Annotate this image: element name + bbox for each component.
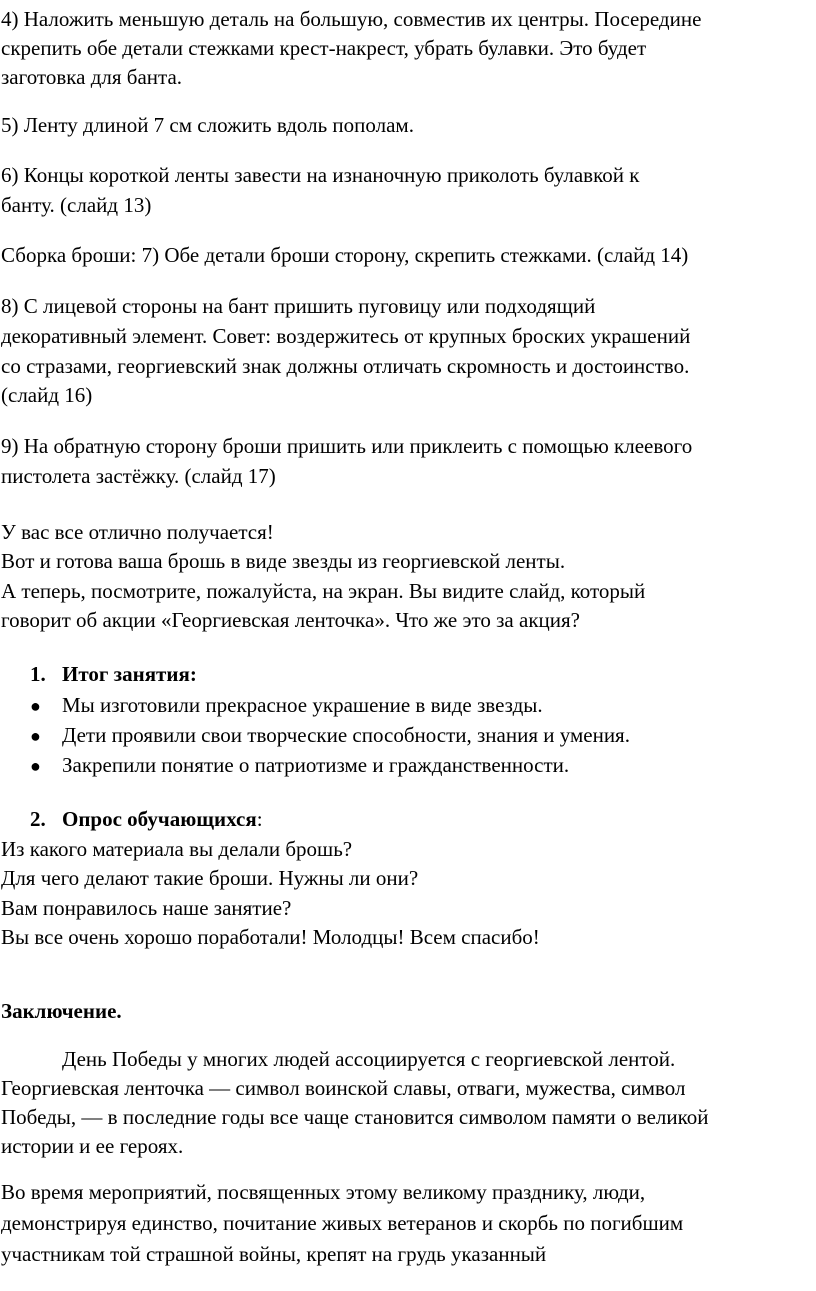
bullet-item (30, 720, 630, 751)
paragraph-step-9-line-2: пистолета застёжку. (слайд 17) (1, 464, 276, 488)
bullet-text: Мы изготовили прекрасное украшение в виде звезды. (62, 693, 543, 717)
conclusion-paragraph-2-line-2: демонстрируя единство, почитание живых ветеранов и скорбь по погибшим (1, 1211, 684, 1235)
bullet-item (30, 690, 543, 721)
conclusion-paragraph-1-line-1: День Победы у многих людей ассоциируется с георгиевской лентой. (62, 1047, 676, 1071)
paragraph-step-8-line-2: декоративный элемент. Совет: воздержитесь от крупных броских украшений (1, 324, 691, 348)
question-line-1: Из какого материала вы делали брошь? (1, 837, 353, 861)
paragraph-step-8-line-4: (слайд 16) (1, 383, 93, 407)
list-title: Опрос обучающихся (62, 807, 257, 831)
bullet-icon: ● (30, 726, 41, 746)
list-item-survey (30, 804, 263, 834)
question-line-4: Вы все очень хорошо поработали! Молодцы! Всем спасибо! (1, 925, 540, 949)
closing-line-3: А теперь, посмотрите, пожалуйста, на экран. Вы видите слайд, который (1, 579, 646, 603)
list-item-lesson-summary (30, 659, 197, 689)
paragraph-step-8-line-1: 8) С лицевой стороны на бант пришить пуговицу или подходящий (1, 294, 596, 318)
paragraph-step-9-line-1: 9) На обратную сторону броши пришить или приклеить с помощью клеевого (1, 434, 693, 458)
conclusion-heading: Заключение. (1, 999, 122, 1023)
closing-line-2: Вот и готова ваша брошь в виде звезды из георгиевской ленты. (1, 549, 566, 573)
paragraph-step-4-line-2: скрепить обе детали стежками крест-накрест, убрать булавки. Это будет (1, 36, 647, 60)
question-line-2: Для чего делают такие броши. Нужны ли они? (1, 866, 419, 890)
paragraph-step-7: Сборка броши: 7) Обе детали броши сторону, скрепить стежками. (слайд 14) (1, 243, 689, 267)
question-line-3: Вам понравилось наше занятие? (1, 896, 292, 920)
paragraph-step-8-line-3: со стразами, георгиевский знак должны отличать скромность и достоинство. (1, 354, 690, 378)
conclusion-paragraph-2-line-3: участникам той страшной войны, крепят на грудь указанный (1, 1242, 547, 1266)
bullet-text: Дети проявили свои творческие способности, знания и умения. (62, 723, 630, 747)
conclusion-paragraph-1-line-4: истории и ее героях. (1, 1134, 184, 1158)
paragraph-step-4-line-3: заготовка для банта. (1, 65, 183, 89)
bullet-item (30, 750, 569, 781)
paragraph-step-6-line-2: банту. (слайд 13) (1, 193, 152, 217)
paragraph-step-5: 5) Ленту длиной 7 см сложить вдоль пополам. (1, 113, 414, 137)
conclusion-paragraph-1-line-2: Георгиевская ленточка — символ воинской славы, отваги, мужества, символ (1, 1076, 686, 1100)
closing-line-1: У вас все отлично получается! (1, 520, 274, 544)
paragraph-step-6-line-1: 6) Концы короткой ленты завести на изнаночную приколоть булавкой к (1, 163, 640, 187)
conclusion-paragraph-2-line-1: Во время мероприятий, посвященных этому великому празднику, люди, (1, 1180, 646, 1204)
bullet-icon: ● (30, 696, 41, 716)
list-number: 1. (30, 662, 46, 686)
list-number: 2. (30, 807, 46, 831)
bullet-icon: ● (30, 756, 41, 776)
bullet-text: Закрепили понятие о патриотизме и гражданственности. (62, 753, 570, 777)
list-title: Итог занятия: (62, 662, 197, 686)
list-title-colon: : (256, 807, 263, 831)
closing-line-4: говорит об акции «Георгиевская ленточка». Что же это за акция? (1, 608, 580, 632)
conclusion-paragraph-1-line-3: Победы, — в последние годы все чаще становится символом памяти о великой (1, 1105, 709, 1129)
paragraph-step-4-line-1: 4) Наложить меньшую деталь на большую, совместив их центры. Посередине (1, 7, 702, 31)
